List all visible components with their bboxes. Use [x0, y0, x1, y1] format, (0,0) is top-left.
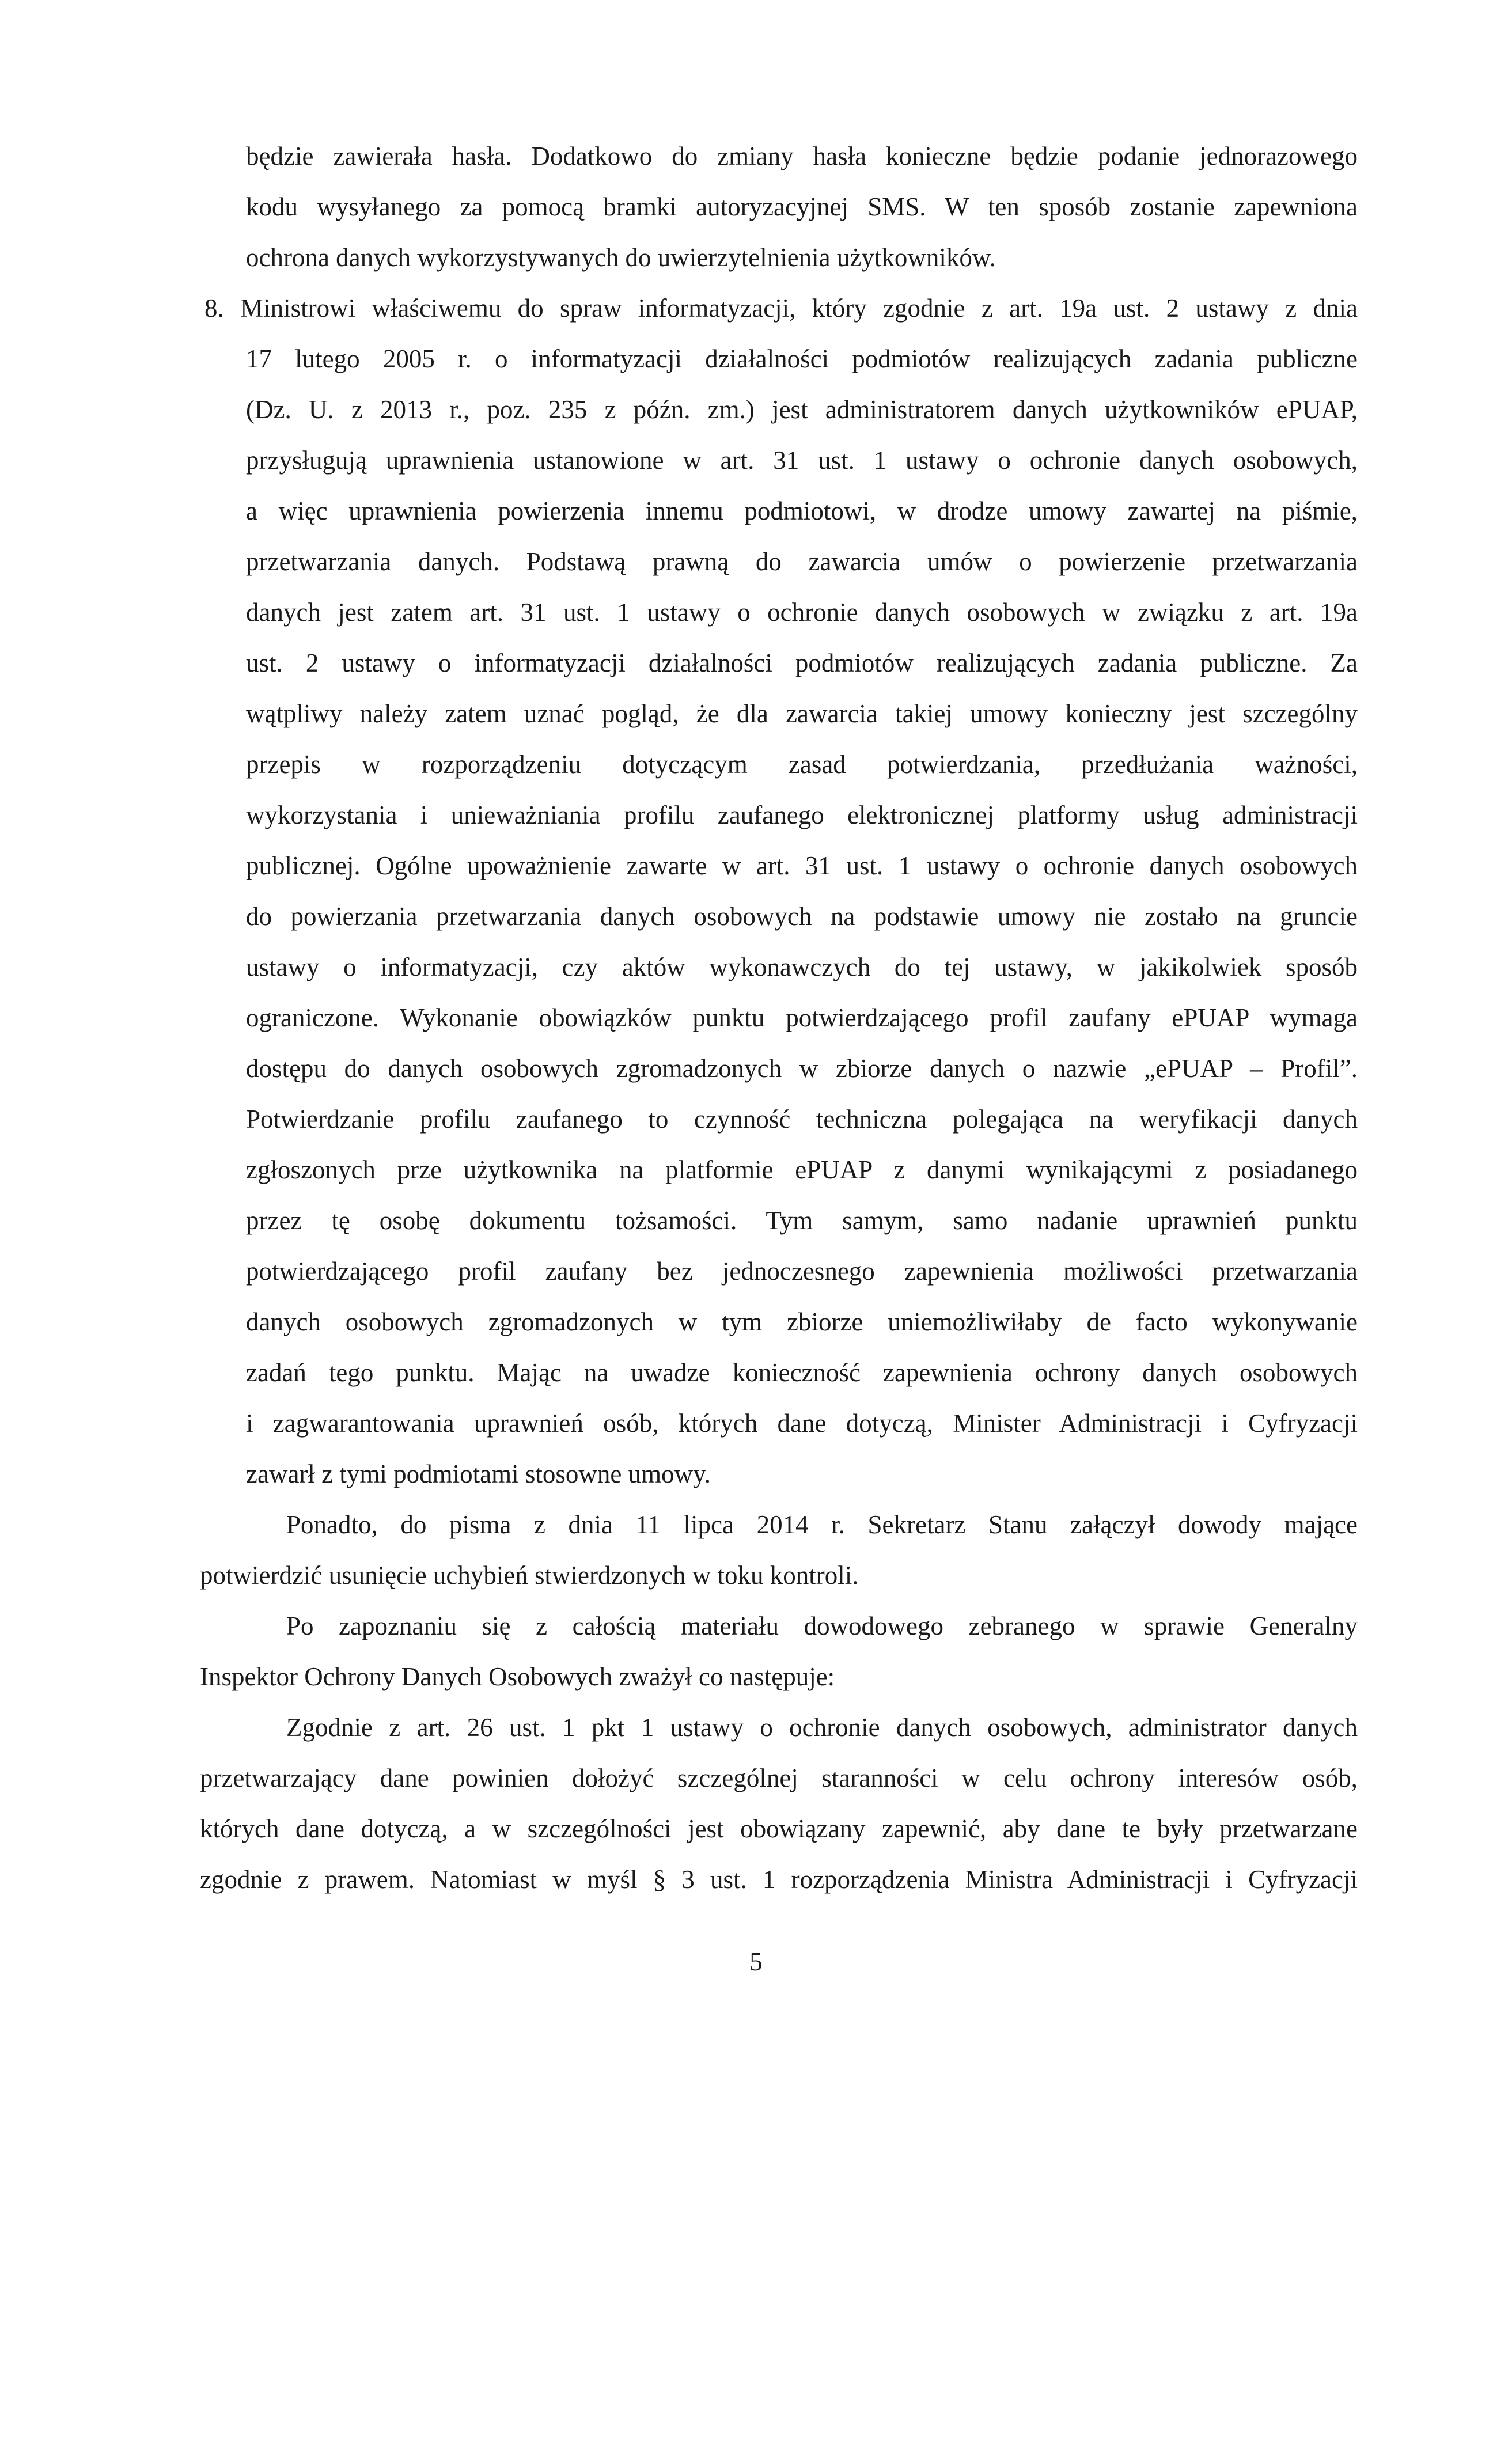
- text-line: zgłoszonych prze użytkownika na platformie ePUAP z danymi wynikającymi z posiadanego: [246, 1155, 1358, 1184]
- text-line: 8. Ministrowi właściwemu do spraw informatyzacji, który zgodnie z art. 19a ust. 2 ustawy z dnia: [204, 294, 1358, 323]
- text-line: przepis w rozporządzeniu dotyczącym zasad potwierdzania, przedłużania ważności,: [246, 750, 1358, 779]
- text-line: i zagwarantowania uprawnień osób, których dane dotyczą, Minister Administracji i Cyfryzacji: [246, 1409, 1358, 1438]
- text-line: danych osobowych zgromadzonych w tym zbiorze uniemożliwiłaby de facto wykonywanie: [246, 1307, 1358, 1336]
- text-line: będzie zawierała hasła. Dodatkowo do zmiany hasła konieczne będzie podanie jednorazowego: [246, 142, 1358, 170]
- text-line: danych jest zatem art. 31 ust. 1 ustawy o ochronie danych osobowych w związku z art. 19a: [246, 598, 1358, 627]
- text-line: zgodnie z prawem. Natomiast w myśl § 3 ust. 1 rozporządzenia Ministra Administracji i Cyfryzacji: [200, 1865, 1358, 1894]
- text-line: ochrona danych wykorzystywanych do uwierzytelnienia użytkowników.: [246, 243, 996, 272]
- text-line: Zgodnie z art. 26 ust. 1 pkt 1 ustawy o ochronie danych osobowych, administrator danych: [286, 1713, 1358, 1742]
- text-line: przysługują uprawnienia ustanowione w art. 31 ust. 1 ustawy o ochronie danych osobowych,: [246, 446, 1358, 475]
- text-line: do powierzania przetwarzania danych osobowych na podstawie umowy nie zostało na gruncie: [246, 902, 1358, 931]
- text-line: ustawy o informatyzacji, czy aktów wykonawczych do tej ustawy, w jakikolwiek sposób: [246, 953, 1358, 981]
- text-line: (Dz. U. z 2013 r., poz. 235 z późn. zm.) jest administratorem danych użytkowników ePUAP,: [246, 395, 1358, 424]
- text-line: publicznej. Ogólne upoważnienie zawarte w art. 31 ust. 1 ustawy o ochronie danych osobowych: [246, 851, 1358, 880]
- text-line: przez tę osobę dokumentu tożsamości. Tym samym, samo nadanie uprawnień punktu: [246, 1206, 1358, 1235]
- text-line: Ponadto, do pisma z dnia 11 lipca 2014 r. Sekretarz Stanu załączył dowody mające: [286, 1510, 1358, 1539]
- text-line: Inspektor Ochrony Danych Osobowych zważył co następuje:: [200, 1662, 835, 1691]
- text-line: zawarł z tymi podmiotami stosowne umowy.: [246, 1460, 711, 1488]
- text-line: kodu wysyłanego za pomocą bramki autoryzacyjnej SMS. W ten sposób zostanie zapewniona: [246, 192, 1358, 221]
- text-line: potwierdzić usunięcie uchybień stwierdzonych w toku kontroli.: [200, 1561, 859, 1590]
- text-line: dostępu do danych osobowych zgromadzonych w zbiorze danych o nazwie „ePUAP – Profil”.: [246, 1054, 1358, 1083]
- page-number: 5: [749, 1947, 763, 1976]
- text-line: których dane dotyczą, a w szczególności jest obowiązany zapewnić, aby dane te były przetwarzane: [200, 1814, 1358, 1843]
- text-line: ograniczone. Wykonanie obowiązków punktu potwierdzającego profil zaufany ePUAP wymaga: [246, 1003, 1358, 1032]
- text-line: wykorzystania i unieważniania profilu zaufanego elektronicznej platformy usług administracji: [246, 801, 1358, 829]
- text-line: ust. 2 ustawy o informatyzacji działalności podmiotów realizujących zadania publiczne. Za: [246, 649, 1358, 677]
- text-line: Po zapoznaniu się z całością materiału dowodowego zebranego w sprawie Generalny: [286, 1612, 1358, 1640]
- text-line: przetwarzania danych. Podstawą prawną do zawarcia umów o powierzenie przetwarzania: [246, 547, 1358, 576]
- text-line: 17 lutego 2005 r. o informatyzacji działalności podmiotów realizujących zadania publiczne: [246, 344, 1358, 373]
- text-line: a więc uprawnienia powierzenia innemu podmiotowi, w drodze umowy zawartej na piśmie,: [246, 496, 1358, 525]
- text-line: wątpliwy należy zatem uznać pogląd, że dla zawarcia takiej umowy konieczny jest szczególny: [246, 699, 1358, 728]
- text-line: Potwierdzanie profilu zaufanego to czynność techniczna polegająca na weryfikacji danych: [246, 1105, 1358, 1134]
- text-line: przetwarzający dane powinien dołożyć szczególnej staranności w celu ochrony interesów osób,: [200, 1764, 1358, 1792]
- text-line: zadań tego punktu. Mając na uwadze konieczność zapewnienia ochrony danych osobowych: [246, 1358, 1358, 1387]
- text-line: potwierdzającego profil zaufany bez jednoczesnego zapewnienia możliwości przetwarzania: [246, 1257, 1358, 1286]
